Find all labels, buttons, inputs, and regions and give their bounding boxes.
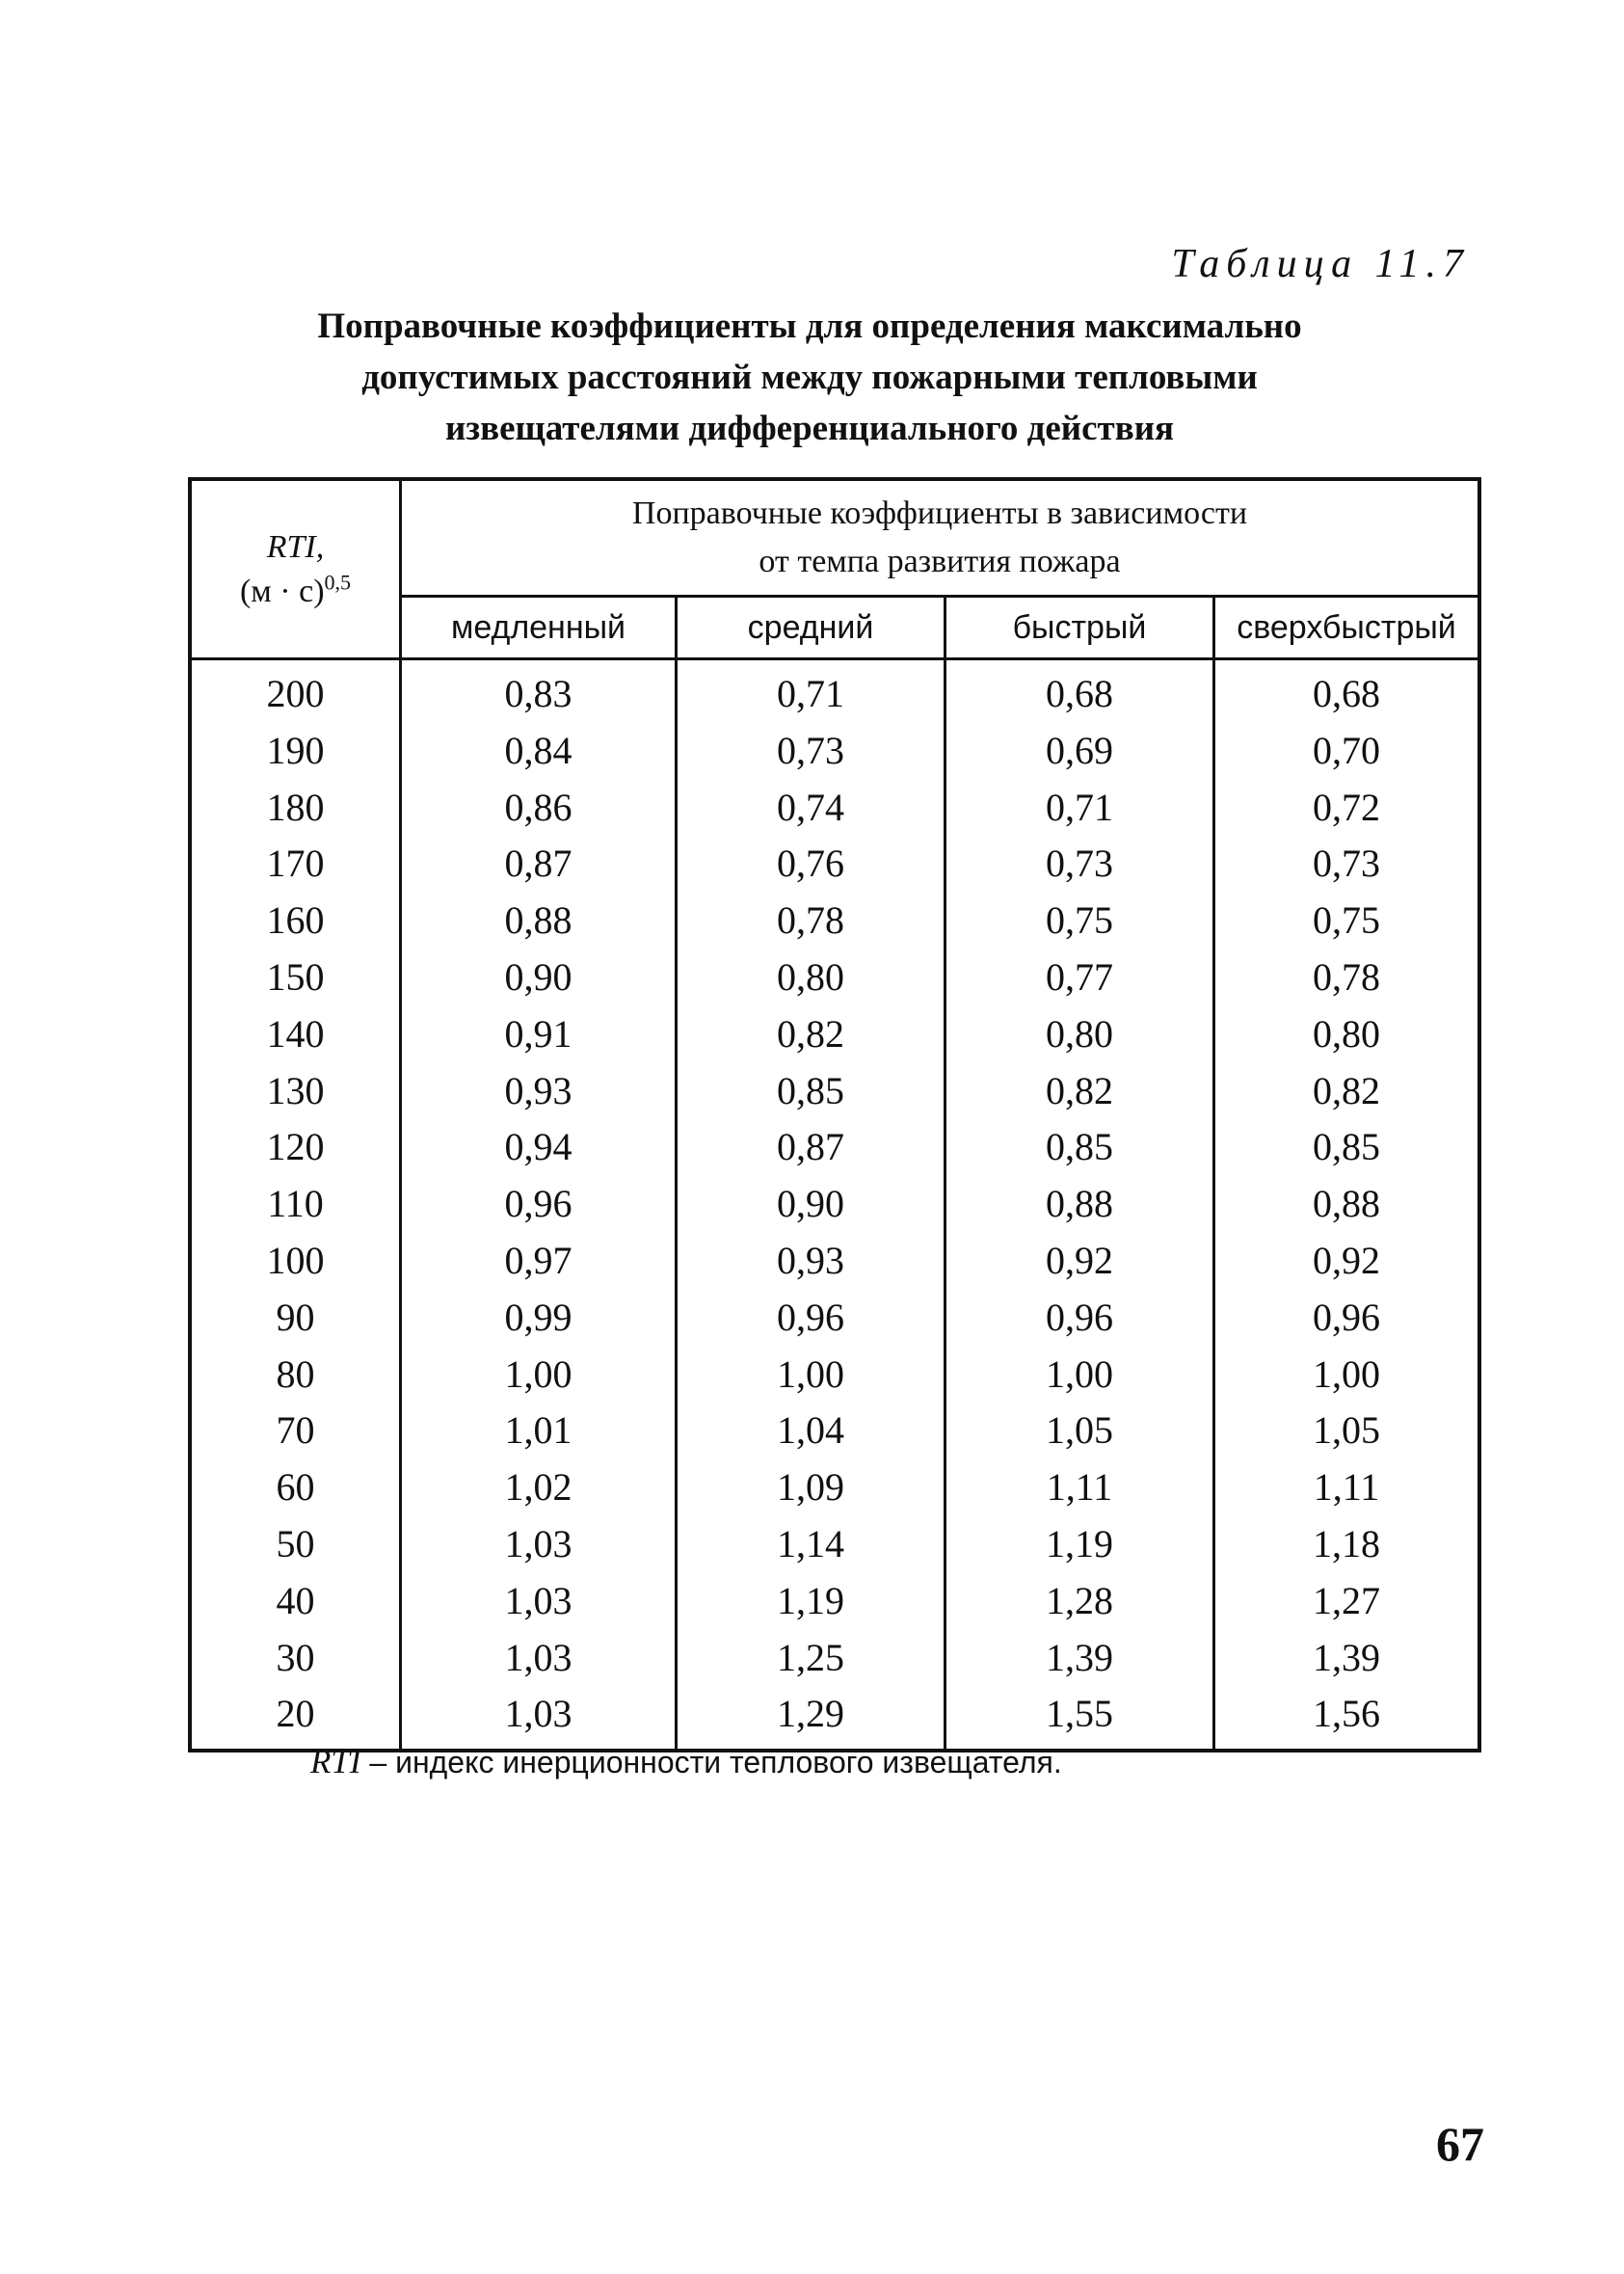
fast-cell: 0,82: [945, 1063, 1214, 1120]
table-footnote: [310, 1743, 1062, 1781]
fast-cell: 0,68: [945, 659, 1214, 723]
ultrafast-cell: 1,56: [1313, 1692, 1380, 1736]
table-row: [190, 1063, 1479, 1120]
medium-cell: 1,09: [677, 1459, 945, 1516]
table-body: [190, 659, 1479, 1752]
slow-cell: 1,01: [401, 1403, 677, 1459]
caption-line-2: допустимых расстояний между пожарными тепловыми: [361, 358, 1258, 397]
rti-column-header: [190, 479, 401, 659]
medium-cell: 1,29: [677, 1686, 945, 1751]
column-header-ultrafast: сверхбыстрый: [1214, 597, 1480, 659]
medium-cell: 0,71: [677, 659, 945, 723]
table-row: [190, 1573, 1479, 1630]
page-number: 67: [1436, 2117, 1484, 2171]
rti-cell: 120: [190, 1119, 401, 1176]
table-row: [190, 1403, 1479, 1459]
table-row: [190, 1347, 1479, 1404]
correction-coefficients-table: [188, 477, 1481, 1752]
rti-cell: 50: [190, 1516, 401, 1573]
rti-cell: 100: [190, 1233, 401, 1290]
medium-cell: 0,80: [677, 950, 945, 1006]
column-header-slow: медленный: [401, 597, 677, 659]
fast-cell: 0,77: [945, 950, 1214, 1006]
medium-cell: 1,19: [677, 1573, 945, 1630]
table-row: [190, 950, 1479, 1006]
medium-cell: 0,96: [677, 1290, 945, 1347]
table-number-label: Таблица 11.7: [1171, 242, 1470, 286]
column-header-medium: средний: [677, 597, 945, 659]
rti-cell: 160: [190, 893, 401, 950]
table-row: [190, 1176, 1479, 1233]
slow-cell: 0,88: [401, 893, 677, 950]
rti-cell: 40: [190, 1573, 401, 1630]
medium-cell: 0,82: [677, 1006, 945, 1063]
table-row: [190, 1516, 1479, 1573]
slow-cell: 1,02: [401, 1459, 677, 1516]
fast-cell: 0,80: [945, 1006, 1214, 1063]
ultrafast-cell: 1,11: [1313, 1465, 1380, 1510]
footnote-text: – индекс инерционности теплового извещателя.: [360, 1745, 1062, 1779]
fast-cell: 0,71: [945, 780, 1214, 837]
medium-cell: 0,87: [677, 1119, 945, 1176]
medium-cell: 1,25: [677, 1630, 945, 1687]
medium-cell: 0,93: [677, 1233, 945, 1290]
fast-cell: 0,96: [945, 1290, 1214, 1347]
rti-cell: 180: [190, 780, 401, 837]
ultrafast-cell: 0,92: [1313, 1238, 1380, 1282]
slow-cell: 1,03: [401, 1686, 677, 1751]
table-row: [190, 1290, 1479, 1347]
ultrafast-cell: 0,72: [1313, 785, 1380, 829]
slow-cell: 0,91: [401, 1006, 677, 1063]
rti-header-unit: (м · с): [239, 573, 325, 609]
ultrafast-cell: 0,80: [1313, 1011, 1380, 1056]
rti-cell: 140: [190, 1006, 401, 1063]
slow-cell: 1,03: [401, 1573, 677, 1630]
rti-cell: 110: [190, 1176, 401, 1233]
coefficients-group-header: [401, 479, 1480, 597]
slow-cell: 1,00: [401, 1347, 677, 1404]
group-header-line-1: Поправочные коэффициенты в зависимости: [631, 495, 1248, 531]
slow-cell: 0,84: [401, 723, 677, 780]
fast-cell: 1,19: [945, 1516, 1214, 1573]
ultrafast-cell: 0,78: [1313, 954, 1380, 999]
caption-line-1: Поправочные коэффициенты для определения максимально: [317, 307, 1302, 346]
ultrafast-cell: 0,96: [1313, 1295, 1380, 1339]
ultrafast-cell: 0,70: [1313, 728, 1380, 772]
table-caption: [183, 301, 1436, 454]
rti-cell: 30: [190, 1630, 401, 1687]
medium-cell: 1,04: [677, 1403, 945, 1459]
group-header-line-2: от темпа развития пожара: [759, 544, 1121, 579]
slow-cell: 0,87: [401, 836, 677, 893]
rti-cell: 150: [190, 950, 401, 1006]
table-row: [190, 780, 1479, 837]
table-row: [190, 836, 1479, 893]
rti-cell: 130: [190, 1063, 401, 1120]
table-row: [190, 1233, 1479, 1290]
rti-cell: 20: [190, 1686, 401, 1751]
table-row: [190, 659, 1479, 723]
fast-cell: 1,05: [945, 1403, 1214, 1459]
ultrafast-cell: 1,05: [1313, 1408, 1380, 1453]
slow-cell: 0,90: [401, 950, 677, 1006]
fast-cell: 0,73: [945, 836, 1214, 893]
rti-cell: 200: [190, 659, 401, 723]
ultrafast-cell: 1,00: [1313, 1351, 1380, 1396]
fast-cell: 0,75: [945, 893, 1214, 950]
column-header-fast: быстрый: [945, 597, 1214, 659]
table-row: [190, 893, 1479, 950]
rti-header-label: RTI,: [266, 528, 325, 565]
medium-cell: 0,74: [677, 780, 945, 837]
medium-cell: 0,76: [677, 836, 945, 893]
slow-cell: 0,83: [401, 659, 677, 723]
medium-cell: 1,00: [677, 1347, 945, 1404]
fast-cell: 1,55: [945, 1686, 1214, 1751]
medium-cell: 1,14: [677, 1516, 945, 1573]
medium-cell: 0,78: [677, 893, 945, 950]
fast-cell: 1,39: [945, 1630, 1214, 1687]
ultrafast-cell: 1,27: [1313, 1578, 1380, 1622]
rti-cell: 80: [190, 1347, 401, 1404]
medium-cell: 0,90: [677, 1176, 945, 1233]
fast-cell: 0,88: [945, 1176, 1214, 1233]
fast-cell: 1,00: [945, 1347, 1214, 1404]
ultrafast-cell: 0,82: [1313, 1068, 1380, 1112]
rti-cell: 60: [190, 1459, 401, 1516]
ultrafast-cell: 0,88: [1313, 1182, 1380, 1226]
ultrafast-cell: 0,73: [1313, 842, 1380, 886]
fast-cell: 1,11: [945, 1459, 1214, 1516]
fast-cell: 1,28: [945, 1573, 1214, 1630]
rti-cell: 190: [190, 723, 401, 780]
ultrafast-cell: 1,39: [1313, 1635, 1380, 1679]
fast-cell: 0,85: [945, 1119, 1214, 1176]
medium-cell: 0,85: [677, 1063, 945, 1120]
caption-line-3: извещателями дифференциального действия: [444, 409, 1175, 448]
table-row: [190, 1686, 1479, 1751]
table-row: [190, 1119, 1479, 1176]
medium-cell: 0,73: [677, 723, 945, 780]
footnote-term: RTI: [310, 1743, 361, 1780]
slow-cell: 0,99: [401, 1290, 677, 1347]
ultrafast-cell: 0,68: [1313, 672, 1380, 715]
table-row: [190, 1630, 1479, 1687]
rti-cell: 90: [190, 1290, 401, 1347]
slow-cell: 0,86: [401, 780, 677, 837]
table-row: [190, 1006, 1479, 1063]
rti-cell: 170: [190, 836, 401, 893]
fast-cell: 0,92: [945, 1233, 1214, 1290]
fast-cell: 0,69: [945, 723, 1214, 780]
ultrafast-cell: 0,85: [1313, 1125, 1380, 1169]
slow-cell: 1,03: [401, 1630, 677, 1687]
table-row: [190, 723, 1479, 780]
rti-cell: 70: [190, 1403, 401, 1459]
slow-cell: 0,97: [401, 1233, 677, 1290]
slow-cell: 0,93: [401, 1063, 677, 1120]
slow-cell: 0,96: [401, 1176, 677, 1233]
slow-cell: 1,03: [401, 1516, 677, 1573]
ultrafast-cell: 1,18: [1313, 1521, 1380, 1565]
table-row: [190, 1459, 1479, 1516]
rti-header-exponent: 0,5: [324, 570, 352, 595]
ultrafast-cell: 0,75: [1313, 898, 1380, 943]
slow-cell: 0,94: [401, 1119, 677, 1176]
